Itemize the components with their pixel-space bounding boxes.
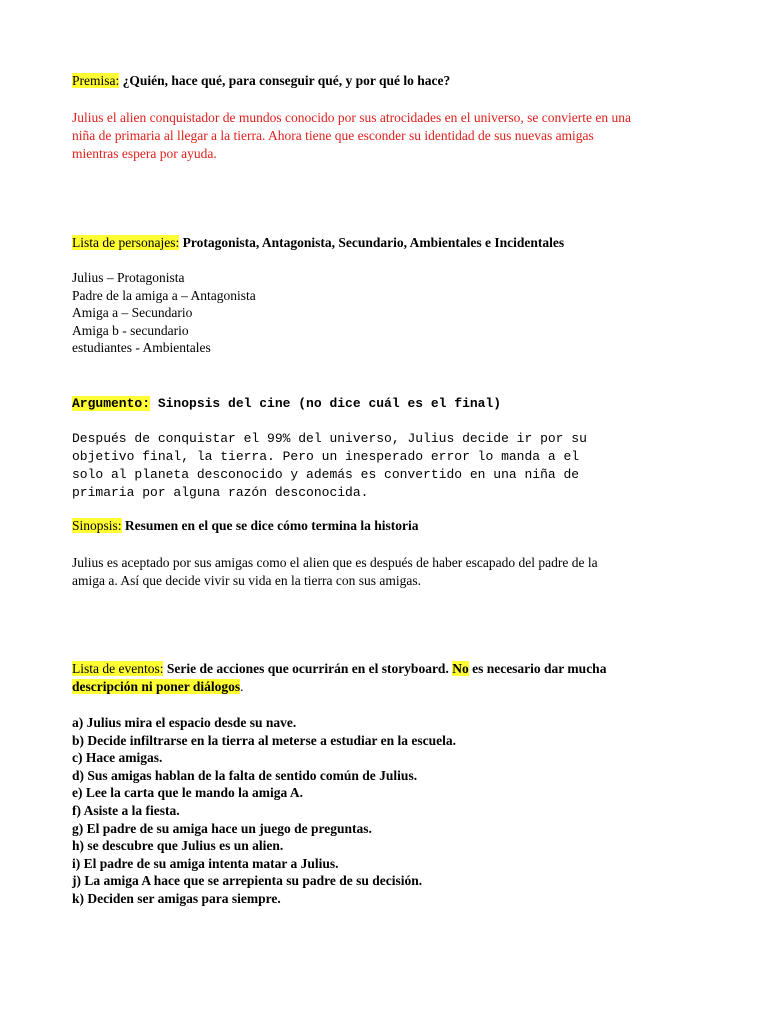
premisa-question: ¿Quién, hace qué, para conseguir qué, y por qué lo hace?	[119, 73, 451, 88]
eventos-desc-descripcion: descripción	[72, 679, 138, 694]
argumento-line: solo al planeta desconocido y además es convertido en una niña de	[72, 467, 580, 482]
personajes-label: Lista de personajes:	[72, 235, 180, 250]
list-item: Amiga b - secundario	[72, 322, 189, 338]
premisa-label: Premisa:	[72, 73, 120, 88]
argumento-line: Después de conquistar el 99% del universo, Julius decide ir por su	[72, 431, 587, 446]
list-item: estudiantes - Ambientales	[72, 340, 211, 356]
sinopsis-line: amiga a. Así que decide vivir su vida en la tierra con sus amigas.	[72, 573, 422, 588]
list-item: j) La amiga A hace que se arrepienta su padre de su decisión.	[72, 873, 423, 889]
eventos-list	[72, 714, 712, 908]
list-item: f) Asiste a la fiesta.	[72, 802, 180, 818]
personajes-list	[72, 269, 712, 357]
eventos-desc-part2: es necesario dar mucha	[468, 661, 607, 676]
argumento-line: objetivo final, la tierra. Pero un inesperado error lo manda a el	[72, 449, 580, 464]
list-item: c) Hace amigas.	[72, 750, 163, 766]
list-item: Amiga a – Secundario	[72, 305, 193, 321]
list-item: g) El padre de su amiga hace un juego de preguntas.	[72, 820, 372, 836]
premisa-line: niña de primaria al llegar a la tierra. Ahora tiene que esconder su identidad de sus nuevas amigas	[72, 128, 594, 143]
list-item: a) Julius mira el espacio desde su nave.	[72, 715, 297, 730]
eventos-label: Lista de eventos:	[72, 661, 164, 676]
eventos-desc-part1: Serie de acciones que ocurrirán en el storyboard.	[163, 661, 453, 676]
eventos-desc-no: No	[452, 661, 469, 676]
sinopsis-description: Resumen en el que se dice cómo termina la historia	[121, 518, 419, 533]
argumento-heading	[72, 395, 712, 413]
argumento-description: Sinopsis del cine (no dice cuál es el final)	[150, 396, 502, 411]
list-item: e) Lee la carta que le mando la amiga A.	[72, 785, 303, 801]
argumento-line: primaria por alguna razón desconocida.	[72, 485, 369, 500]
personajes-heading	[72, 234, 712, 252]
personajes-description: Protagonista, Antagonista, Secundario, Ambientales e Incidentales	[179, 235, 565, 250]
list-item: b) Decide infiltrarse en la tierra al meterse a estudiar en la escuela.	[72, 732, 457, 748]
premisa-heading	[72, 72, 712, 90]
list-item: d) Sus amigas hablan de la falta de sentido común de Julius.	[72, 767, 418, 783]
eventos-heading	[72, 660, 712, 696]
list-item: Padre de la amiga a – Antagonista	[72, 287, 256, 303]
list-item: h) se descubre que Julius es un alien.	[72, 838, 284, 854]
argumento-text	[72, 430, 712, 502]
list-item: Julius – Protagonista	[72, 270, 185, 285]
list-item: i) El padre de su amiga intenta matar a Julius.	[72, 855, 339, 871]
sinopsis-line: Julius es aceptado por sus amigas como el alien que es después de haber escapado del padre de la	[72, 555, 598, 570]
sinopsis-label: Sinopsis:	[72, 518, 122, 533]
argumento-label: Argumento:	[72, 396, 151, 411]
eventos-desc-end: .	[240, 679, 244, 694]
list-item: k) Deciden ser amigas para siempre.	[72, 890, 281, 906]
premisa-text	[72, 109, 712, 163]
premisa-line: Julius el alien conquistador de mundos conocido por sus atrocidades en el universo, se convierte en una	[72, 110, 631, 125]
sinopsis-heading	[72, 517, 712, 535]
sinopsis-text	[72, 554, 712, 590]
eventos-desc-ni: ni poner diálogos	[138, 679, 241, 694]
premisa-line: mientras espera por ayuda.	[72, 146, 217, 161]
